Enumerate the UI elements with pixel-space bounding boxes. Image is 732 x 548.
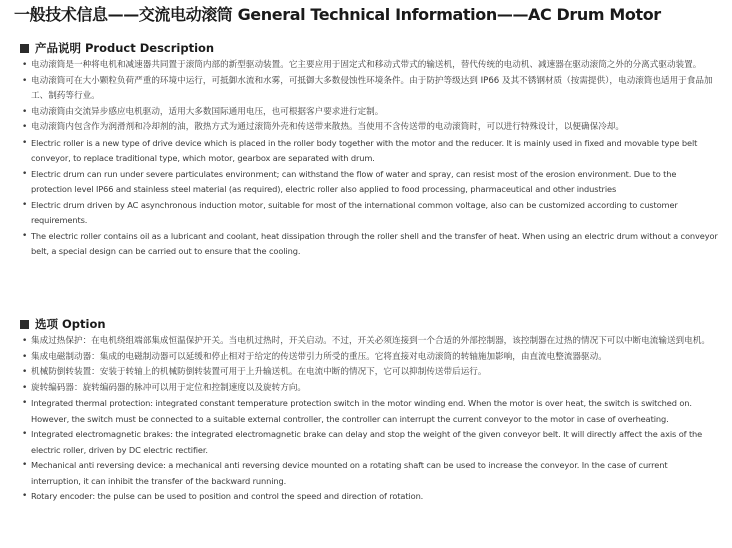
list-item: • 集成电磁制动器：集成的电磁制动器可以延缓和停止相对于给定的传送带引力所受的重压。它将直接对电动滚筒的转轴施加影响，由直流电整流器驱动。	[21, 350, 718, 366]
square-bullet-icon	[20, 44, 29, 53]
list-item: • Integrated electromagnetic brakes: the integrated electromagnetic brake can delay and stop the weight of the given conveyor belt. It will directly affect the axis of the electric roller, driven by DC electric rectifier.	[22, 429, 703, 455]
bullet-icon: •	[22, 106, 28, 117]
bullet-icon: •	[22, 336, 28, 346]
section-heading-product-description	[20, 40, 214, 56]
option-list	[21, 334, 718, 505]
bullet-icon: •	[22, 367, 28, 377]
list-item: • Electric drum driven by AC asynchronous induction motor, suitable for most of the international common voltage, also can be customized according to customer requirements.	[22, 199, 678, 225]
square-bullet-icon	[20, 320, 29, 329]
product-description-list	[21, 58, 718, 260]
list-item: • 电动滚筒由交流异步感应电机驱动，适用大多数国际通用电压，也可根据客户要求进行定制。	[21, 105, 718, 121]
bullet-icon: •	[22, 60, 28, 70]
list-item: • Rotary encoder: the pulse can be used to position and control the speed and direction of rotation.	[21, 489, 718, 505]
bullet-icon: •	[22, 429, 28, 439]
bullet-icon: •	[22, 351, 28, 362]
bullet-icon: •	[22, 199, 28, 210]
bullet-icon: •	[22, 491, 28, 501]
section-heading-option	[20, 316, 106, 332]
list-item: • Mechanical anti reversing device: a mechanical anti reversing device mounted on a rotating shaft can be used to increase the conveyor. In the case of current interruption, it can inhibit the transfer of the backward running.	[22, 460, 668, 486]
list-item: • 机械防倒转装置：安装于转轴上的机械防倒转装置可用于上升输送机。在电流中断的情况下，它可以抑制传送带后运行。	[21, 365, 718, 381]
bullet-icon: •	[22, 382, 28, 393]
section-heading-text: 产品说明 Product Description	[35, 41, 215, 55]
bullet-icon: •	[22, 230, 28, 241]
section-heading-text: 选项 Option	[35, 317, 106, 331]
list-item: • The electric roller contains oil as a lubricant and coolant, heat dissipation through the roller shell and the transfer of heat. When using an electric drum without a conveyor belt, a special design can be carried out to ensure that the cooling.	[22, 230, 718, 256]
bullet-icon: •	[22, 168, 28, 179]
bullet-icon: •	[22, 398, 28, 408]
bullet-icon: •	[22, 137, 28, 148]
list-item: • Electric roller is a new type of drive device which is placed in the roller body together with the motor and the reducer. It is mainly used in fixed and movable type belt conveyor, to replace traditional type, which motor, gearbox are separated with drum.	[22, 137, 698, 163]
list-item: • 电动滚筒可在大小颗粒负荷严重的环境中运行，可抵御水流和水雾，可抵御大多数侵蚀性环境条件。由于防护等级达到 IP66 及其不锈钢材质（按需提供），电动滚筒也适用于食品加工、制药等行业。	[22, 75, 713, 101]
list-item: • 电动滚筒内包含作为润滑剂和冷却剂的油，散热方式为通过滚筒外壳和传送带来散热。当使用不含传送带的电动滚筒时，可以进行特殊设计，以便确保冷却。	[21, 120, 718, 136]
list-item: • Integrated thermal protection: integrated constant temperature protection switch in the motor winding end. When the motor is over heat, the switch is switched on. However, the switch must be connected to a suitable external controller, the controller can interrupt the current conveyor to the motor in case of overheating.	[22, 398, 692, 424]
page-title: 一般技术信息——交流电动滚筒 General Technical Information——AC Drum Motor	[14, 5, 661, 24]
bullet-icon: •	[22, 460, 28, 470]
list-item: • 电动滚筒是一种将电机和减速器共同置于滚筒内部的新型驱动装置。它主要应用于固定式和移动式带式的输送机，替代传统的电动机、减速器在驱动滚筒之外的分离式驱动装置。	[21, 58, 718, 74]
list-item: • 旋转编码器：旋转编码器的脉冲可以用于定位和控制速度以及旋转方向。	[21, 381, 718, 397]
list-item: • 集成过热保护：在电机绕组端部集成恒温保护开关。当电机过热时，开关启动。不过，开关必须连接到一个合适的外部控制器，该控制器在过热的情况下可以中断电流输送到电机。	[21, 334, 718, 350]
bullet-icon: •	[22, 75, 28, 86]
bullet-icon: •	[22, 122, 28, 132]
list-item: • Electric drum can run under severe particulates environment; can withstand the flow of water and spray, can resist most of the erosion environment. Due to the protection level IP66 and stainless steel material (as required), electric roller also applied to food processing, pharmaceutical and other industries	[22, 168, 677, 194]
